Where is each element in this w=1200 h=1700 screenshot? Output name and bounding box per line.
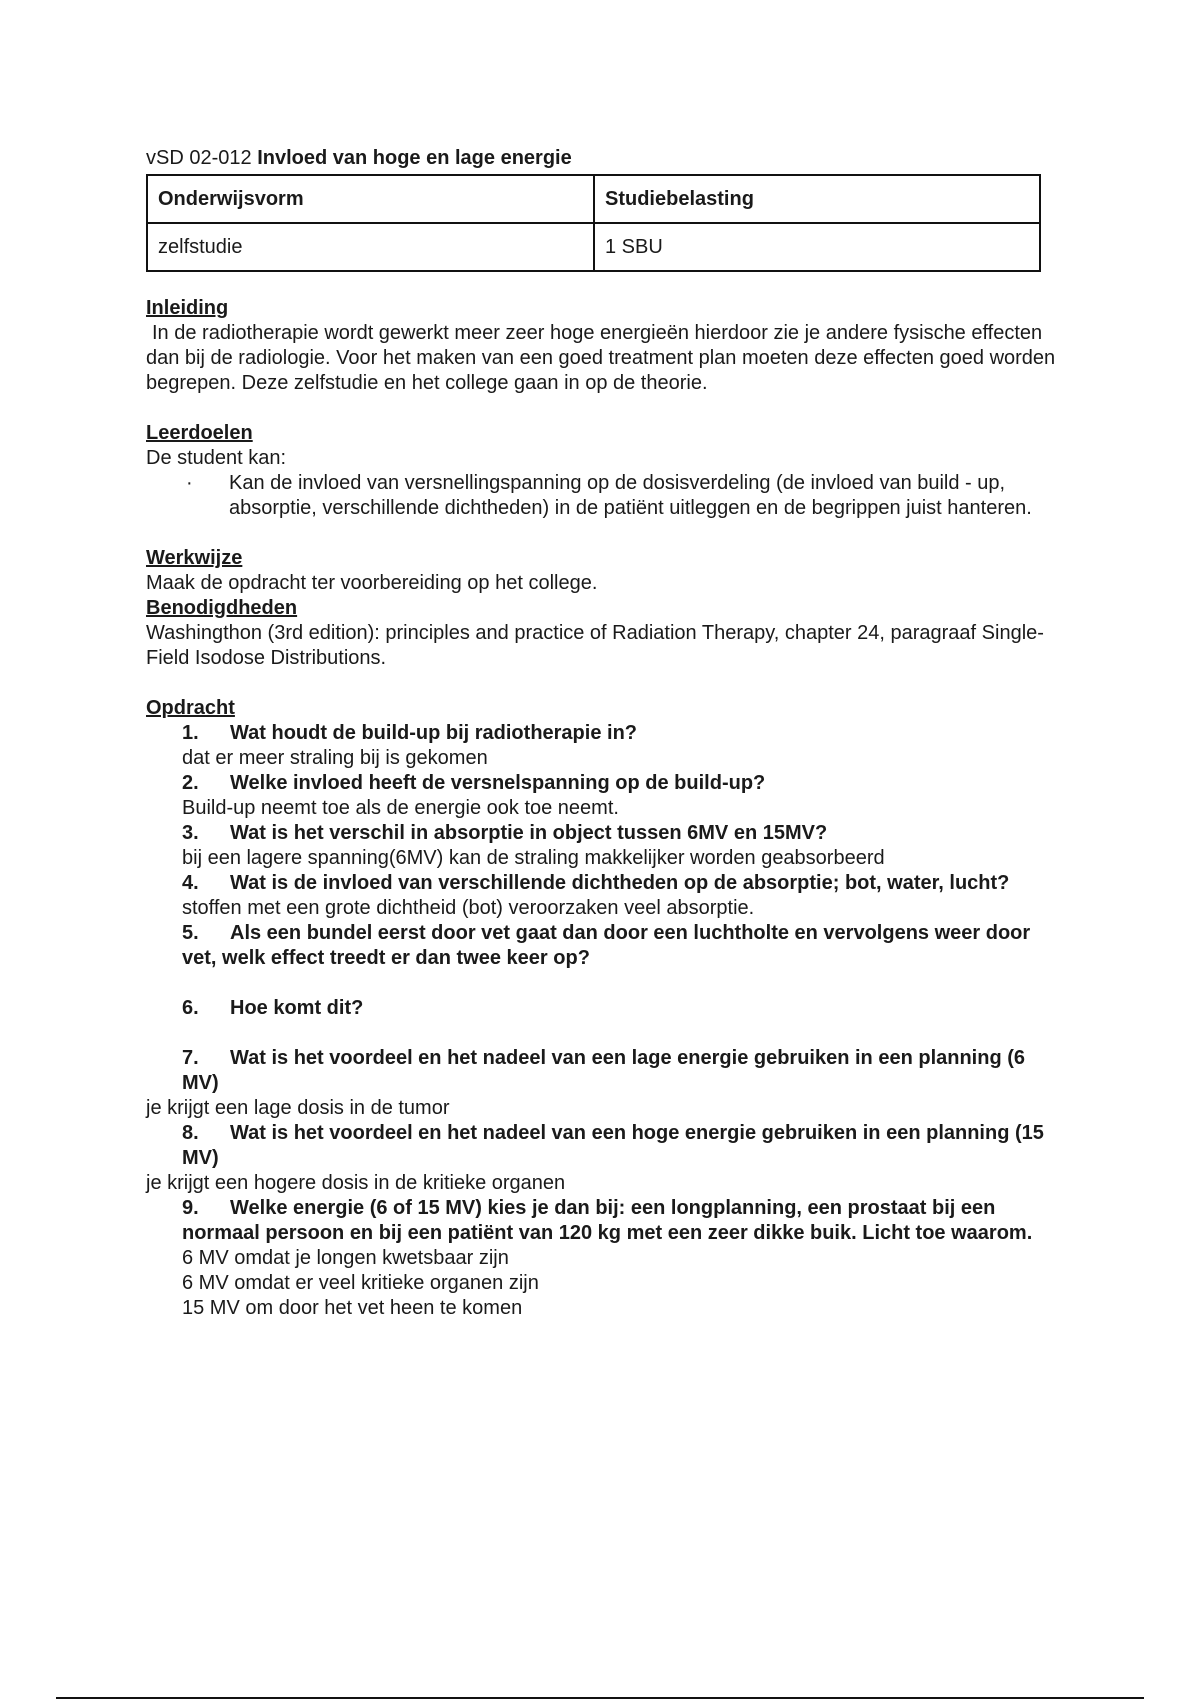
question-text: 8. Wat is het voordeel en het nadeel van een hoge energie gebruiken in een planning (15 MV)	[182, 1122, 1044, 1169]
benodigdheden-text: Washingthon (3rd edition): principles and practice of Radiation Therapy, chapter 24, paragraaf Single-Field Isodose Distributions.	[146, 622, 1044, 669]
answer-text: Build-up neemt toe als de energie ook toe neemt.	[182, 797, 619, 819]
info-table-cell-onderwijsvorm: zelfstudie	[147, 223, 594, 271]
bullet-dot: ·	[186, 472, 193, 494]
benodigdheden-heading: Benodigdheden	[146, 597, 298, 619]
answer-text: je krijgt een lage dosis in de tumor	[146, 1097, 450, 1119]
footer-divider	[56, 1697, 1144, 1699]
question-text: 1. Wat houdt de build-up bij radiotherapie in?	[182, 722, 638, 744]
werkwijze-text: Maak de opdracht ter voorbereiding op het college.	[146, 572, 598, 594]
info-table-row	[147, 223, 1040, 271]
leerdoelen-intro: De student kan:	[146, 447, 287, 469]
answer-text: dat er meer straling bij is gekomen	[182, 747, 488, 769]
question-9	[146, 1196, 1066, 1321]
answer-text: stoffen met een grote dichtheid (bot) veroorzaken veel absorptie.	[182, 897, 755, 919]
question-7	[146, 1046, 1066, 1121]
info-table-cell-studiebelasting: 1 SBU	[594, 223, 1040, 271]
info-table	[146, 174, 1041, 272]
question-5	[146, 921, 1066, 971]
question-text: 6. Hoe komt dit?	[182, 997, 364, 1019]
answer-line: 15 MV om door het vet heen te komen	[182, 1297, 523, 1319]
question-text: 5. Als een bundel eerst door vet gaat dan door een luchtholte en vervolgens weer door vet, welk effect treedt er dan twee keer op?	[182, 922, 1031, 969]
inleiding-heading: Inleiding	[146, 297, 229, 319]
document-code: vSD 02-012	[146, 147, 252, 169]
werkwijze-heading: Werkwijze	[146, 547, 243, 569]
answer-text: bij een lagere spanning(6MV) kan de straling makkelijker worden geabsorbeerd	[182, 847, 885, 869]
question-6	[146, 996, 1066, 1021]
answer-text: je krijgt een hogere dosis in de kritieke organen	[146, 1172, 566, 1194]
leerdoelen-bullet-text: Kan de invloed van versnellingspanning op de dosisverdeling (de invloed van build - up, absorptie, verschillende dichtheden) in de patiënt uitleggen en de begrippen juist hanteren.	[229, 472, 1032, 519]
answer-line: 6 MV omdat er veel kritieke organen zijn	[182, 1272, 539, 1294]
question-2	[146, 771, 1066, 821]
question-text: 4. Wat is de invloed van verschillende dichtheden op de absorptie; bot, water, lucht?	[182, 872, 1010, 894]
question-4	[146, 871, 1066, 921]
question-3	[146, 821, 1066, 871]
info-table-header-studiebelasting: Studiebelasting	[594, 175, 1040, 223]
question-text: 9. Welke energie (6 of 15 MV) kies je dan bij: een longplanning, een prostaat bij een normaal persoon en bij een patiënt van 120 kg met een zeer dikke buik. Licht toe waarom.	[182, 1197, 1033, 1244]
info-table-header-onderwijsvorm: Onderwijsvorm	[147, 175, 594, 223]
question-1	[146, 721, 1066, 771]
leerdoelen-bullet	[146, 471, 1066, 521]
document-page	[146, 146, 1066, 1321]
question-text: 7. Wat is het voordeel en het nadeel van een lage energie gebruiken in een planning (6 MV)	[182, 1047, 1026, 1094]
info-table-header-row	[147, 175, 1040, 223]
document-title	[146, 146, 1066, 171]
opdracht-heading: Opdracht	[146, 697, 235, 719]
inleiding-text: In de radiotherapie wordt gewerkt meer zeer hoge energieën hierdoor zie je andere fysische effecten dan bij de radiologie. Voor het maken van een goed treatment plan moeten deze effecten goed worden begrepen. Deze zelfstudie en het college gaan in op de theorie.	[146, 322, 1056, 394]
question-8	[146, 1121, 1066, 1196]
question-text: 3. Wat is het verschil in absorptie in object tussen 6MV en 15MV?	[182, 822, 828, 844]
question-text: 2. Welke invloed heeft de versnelspanning op de build-up?	[182, 772, 766, 794]
document-title-text: Invloed van hoge en lage energie	[257, 147, 572, 169]
leerdoelen-heading: Leerdoelen	[146, 422, 253, 444]
answer-line: 6 MV omdat je longen kwetsbaar zijn	[182, 1247, 509, 1269]
